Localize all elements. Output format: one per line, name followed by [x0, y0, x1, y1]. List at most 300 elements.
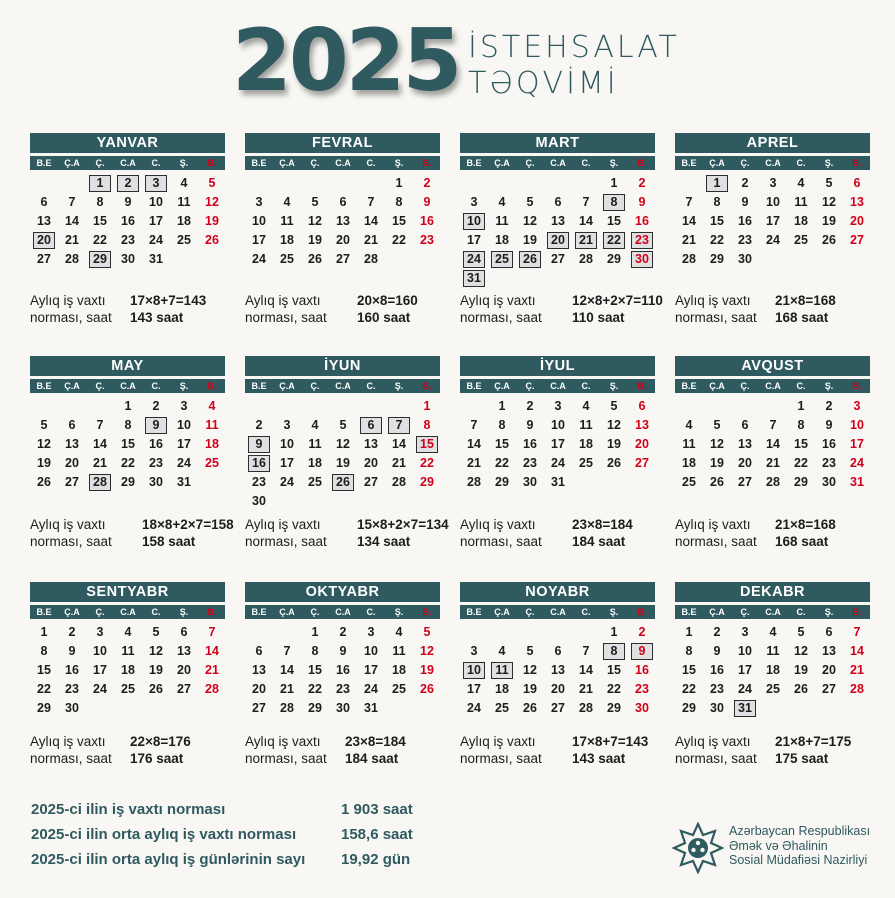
- day-cell: [114, 397, 142, 416]
- day-cell: [815, 416, 843, 435]
- day-cell: [731, 661, 759, 680]
- day-number: 9: [825, 418, 833, 432]
- day-cell: [516, 193, 544, 212]
- day-number: 28: [467, 475, 481, 489]
- day-cell: [516, 416, 544, 435]
- day-number: 19: [710, 456, 724, 470]
- day-cell: [843, 416, 871, 435]
- day-number: 19: [205, 214, 219, 228]
- day-number: 30: [523, 475, 537, 489]
- day-cell: [385, 642, 413, 661]
- day-cell: [385, 454, 413, 473]
- month-name: SENTYABR: [30, 582, 225, 602]
- day-number: 25: [495, 701, 509, 715]
- day-cell: [787, 212, 815, 231]
- day-cell: [703, 642, 731, 661]
- day-cell: [815, 454, 843, 473]
- day-number: 5: [152, 625, 160, 639]
- norm-hours: 175 saat: [775, 751, 829, 766]
- day-cell: [600, 212, 628, 231]
- norm-label: Aylıq iş vaxtı: [460, 293, 536, 308]
- weekday-label: Ç.A: [709, 158, 725, 168]
- day-cell: [301, 454, 329, 473]
- empty-cell: [30, 174, 58, 193]
- day-number: 27: [551, 701, 565, 715]
- day-cell: [170, 416, 198, 435]
- day-number: 9: [713, 644, 721, 658]
- weekday-header: [245, 379, 440, 393]
- day-cell: [675, 416, 703, 435]
- day-number: 28: [65, 252, 79, 266]
- day-cell: [544, 699, 572, 718]
- weekday-header: [460, 379, 655, 393]
- day-cell: [544, 250, 572, 269]
- norm-label: norması, saat: [460, 310, 542, 325]
- day-cell: [30, 454, 58, 473]
- day-number: 3: [152, 176, 160, 190]
- norm-label: norması, saat: [30, 534, 112, 549]
- day-cell: [460, 454, 488, 473]
- day-cell: [58, 699, 86, 718]
- day-number: 26: [794, 682, 808, 696]
- day-cell: [114, 623, 142, 642]
- day-number: 24: [738, 682, 752, 696]
- day-number: 7: [96, 418, 104, 432]
- day-number: 21: [766, 456, 780, 470]
- day-cell: [675, 193, 703, 212]
- day-number: 21: [850, 663, 864, 677]
- day-cell: [460, 193, 488, 212]
- day-cell: [170, 680, 198, 699]
- day-cell: [86, 193, 114, 212]
- day-number: 28: [579, 252, 593, 266]
- day-cell: [460, 473, 488, 492]
- day-number: 28: [682, 252, 696, 266]
- day-cell: [86, 231, 114, 250]
- weekday-label: C.A: [335, 607, 351, 617]
- day-number: 25: [495, 252, 509, 266]
- day-number: 11: [579, 418, 593, 432]
- day-number: 16: [121, 214, 135, 228]
- day-cell: [843, 642, 871, 661]
- day-number: 14: [579, 214, 593, 228]
- day-number: 20: [551, 233, 565, 247]
- day-number: 18: [205, 437, 219, 451]
- day-number: 13: [822, 644, 836, 658]
- weekday-label: B.: [637, 158, 647, 168]
- day-number: 12: [420, 644, 434, 658]
- empty-cell: [703, 397, 731, 416]
- empty-cell: [245, 174, 273, 193]
- day-cell: [198, 416, 226, 435]
- weekday-label: B.: [422, 607, 432, 617]
- day-number: 23: [822, 456, 836, 470]
- day-cell: [142, 680, 170, 699]
- day-number: 1: [40, 625, 48, 639]
- day-number: 7: [853, 625, 861, 639]
- day-number: 16: [738, 214, 752, 228]
- day-number: 5: [713, 418, 721, 432]
- weekday-label: Ç.A: [279, 158, 295, 168]
- day-number: 19: [607, 437, 621, 451]
- day-cell: [86, 435, 114, 454]
- weekday-label: C.: [796, 381, 806, 391]
- day-number: 14: [850, 644, 864, 658]
- weekday-label: C.: [581, 607, 591, 617]
- day-number: 20: [65, 456, 79, 470]
- day-number: 11: [205, 418, 219, 432]
- day-cell: [198, 193, 226, 212]
- day-cell: [703, 699, 731, 718]
- day-number: 8: [311, 644, 319, 658]
- day-number: 21: [364, 233, 378, 247]
- day-number: 22: [121, 456, 135, 470]
- holiday-day-cell: [488, 250, 516, 269]
- day-cell: [628, 174, 656, 193]
- day-number: 12: [822, 195, 836, 209]
- month-name: FEVRAL: [245, 133, 440, 153]
- day-number: 17: [177, 437, 191, 451]
- day-number: 13: [738, 437, 752, 451]
- month-norm: [675, 516, 870, 552]
- day-number: 16: [149, 437, 163, 451]
- day-number: 21: [392, 456, 406, 470]
- day-cell: [142, 212, 170, 231]
- day-cell: [301, 435, 329, 454]
- day-number: 13: [252, 663, 266, 677]
- empty-cell: [460, 623, 488, 642]
- day-number: 26: [523, 701, 537, 715]
- day-number: 20: [336, 233, 350, 247]
- day-cell: [600, 435, 628, 454]
- day-cell: [86, 680, 114, 699]
- month-name: YANVAR: [30, 133, 225, 153]
- day-number: 21: [579, 233, 593, 247]
- day-cell: [460, 642, 488, 661]
- day-cell: [357, 231, 385, 250]
- day-cell: [329, 699, 357, 718]
- weekday-label: Ç.: [525, 158, 535, 168]
- day-number: 11: [495, 214, 509, 228]
- day-cell: [787, 397, 815, 416]
- day-number: 5: [339, 418, 347, 432]
- day-number: 2: [638, 176, 646, 190]
- day-number: 10: [149, 195, 163, 209]
- weekday-label: B.: [852, 381, 862, 391]
- day-number: 19: [37, 456, 51, 470]
- empty-cell: [544, 174, 572, 193]
- day-cell: [385, 174, 413, 193]
- weekday-label: Ç.A: [709, 607, 725, 617]
- day-cell: [759, 435, 787, 454]
- day-number: 14: [467, 437, 481, 451]
- day-cell: [600, 680, 628, 699]
- holiday-day-cell: [516, 250, 544, 269]
- day-cell: [815, 212, 843, 231]
- day-number: 8: [96, 195, 104, 209]
- day-number: 9: [255, 437, 263, 451]
- day-cell: [516, 699, 544, 718]
- weekday-header: [460, 156, 655, 170]
- weekday-label: C.: [151, 158, 161, 168]
- day-cell: [357, 212, 385, 231]
- day-cell: [170, 661, 198, 680]
- weekday-label: C.A: [120, 607, 136, 617]
- norm-formula: 21×8=168: [775, 517, 836, 532]
- holiday-day-cell: [245, 454, 273, 473]
- norm-hours: 110 saat: [572, 310, 625, 325]
- day-cell: [58, 642, 86, 661]
- day-cell: [787, 174, 815, 193]
- norm-formula: 17×8+7=143: [130, 293, 207, 308]
- empty-cell: [58, 397, 86, 416]
- month-name: MAY: [30, 356, 225, 376]
- day-cell: [329, 680, 357, 699]
- day-cell: [245, 231, 273, 250]
- day-cell: [815, 642, 843, 661]
- weekday-label: C.: [366, 381, 376, 391]
- weekday-label: B.E: [466, 158, 482, 168]
- day-cell: [198, 435, 226, 454]
- day-number: 10: [551, 418, 565, 432]
- day-number: 22: [710, 233, 724, 247]
- day-number: 23: [121, 233, 135, 247]
- month-block: [245, 133, 440, 269]
- weekday-label: Ç.A: [64, 158, 80, 168]
- day-cell: [329, 416, 357, 435]
- norm-hours: 143 saat: [572, 751, 626, 766]
- day-cell: [357, 661, 385, 680]
- day-grid: [245, 174, 440, 269]
- day-cell: [460, 231, 488, 250]
- day-number: 1: [395, 176, 403, 190]
- day-cell: [516, 680, 544, 699]
- day-number: 22: [420, 456, 434, 470]
- weekday-label: Ç.: [95, 607, 105, 617]
- day-number: 6: [180, 625, 188, 639]
- day-cell: [703, 416, 731, 435]
- day-number: 20: [738, 456, 752, 470]
- weekday-label: Ç.: [310, 381, 320, 391]
- day-cell: [114, 250, 142, 269]
- day-cell: [787, 680, 815, 699]
- day-number: 10: [738, 644, 752, 658]
- day-number: 21: [65, 233, 79, 247]
- day-number: 27: [635, 456, 649, 470]
- day-cell: [460, 416, 488, 435]
- weekday-label: C.: [581, 158, 591, 168]
- day-cell: [600, 623, 628, 642]
- day-cell: [675, 231, 703, 250]
- norm-label: Aylıq iş vaxtı: [245, 517, 321, 532]
- day-cell: [815, 680, 843, 699]
- day-cell: [86, 416, 114, 435]
- norm-label: Aylıq iş vaxtı: [245, 734, 321, 749]
- day-number: 6: [367, 418, 375, 432]
- day-cell: [30, 212, 58, 231]
- day-cell: [843, 623, 871, 642]
- day-number: 15: [495, 437, 509, 451]
- month-norm: [460, 733, 655, 769]
- holiday-day-cell: [460, 250, 488, 269]
- day-cell: [675, 454, 703, 473]
- weekday-label: B.E: [466, 607, 482, 617]
- day-number: 30: [710, 701, 724, 715]
- day-number: 30: [65, 701, 79, 715]
- weekday-label: Ş.: [824, 381, 834, 391]
- day-number: 31: [467, 271, 481, 285]
- day-cell: [488, 231, 516, 250]
- month-norm: [675, 292, 870, 328]
- day-cell: [759, 231, 787, 250]
- day-number: 29: [607, 252, 621, 266]
- weekday-label: B.: [637, 607, 647, 617]
- day-number: 12: [336, 437, 350, 451]
- norm-formula: 18×8+2×7=158: [142, 517, 234, 532]
- day-grid: [675, 397, 870, 492]
- day-number: 17: [766, 214, 780, 228]
- day-number: 1: [797, 399, 805, 413]
- weekday-label: B.: [207, 607, 217, 617]
- day-cell: [142, 231, 170, 250]
- norm-label: Aylıq iş vaxtı: [675, 734, 751, 749]
- holiday-day-cell: [600, 231, 628, 250]
- weekday-header: [30, 379, 225, 393]
- day-cell: [488, 435, 516, 454]
- day-number: 29: [93, 252, 107, 266]
- month-norm: [460, 292, 663, 328]
- day-number: 2: [68, 625, 76, 639]
- day-cell: [600, 397, 628, 416]
- day-cell: [142, 642, 170, 661]
- day-number: 21: [467, 456, 481, 470]
- day-number: 29: [121, 475, 135, 489]
- day-number: 1: [124, 399, 132, 413]
- day-number: 7: [283, 644, 291, 658]
- day-number: 30: [635, 252, 649, 266]
- weekday-label: B.E: [681, 158, 697, 168]
- day-cell: [413, 231, 441, 250]
- day-number: 10: [177, 418, 191, 432]
- month-block: [460, 582, 655, 718]
- day-cell: [544, 661, 572, 680]
- weekday-label: Ç.: [740, 381, 750, 391]
- day-number: 8: [713, 195, 721, 209]
- day-cell: [731, 174, 759, 193]
- day-cell: [170, 473, 198, 492]
- weekday-label: C.A: [765, 607, 781, 617]
- day-cell: [703, 250, 731, 269]
- day-number: 29: [682, 701, 696, 715]
- day-number: 26: [308, 252, 322, 266]
- month-norm: [30, 516, 234, 552]
- weekday-label: B.E: [681, 381, 697, 391]
- day-number: 21: [205, 663, 219, 677]
- day-cell: [544, 454, 572, 473]
- day-cell: [198, 661, 226, 680]
- day-cell: [675, 623, 703, 642]
- day-number: 30: [121, 252, 135, 266]
- day-grid: [245, 397, 440, 511]
- day-cell: [329, 642, 357, 661]
- norm-label: Aylıq iş vaxtı: [30, 517, 106, 532]
- holiday-day-cell: [600, 642, 628, 661]
- norm-label: Aylıq iş vaxtı: [675, 517, 751, 532]
- summary-label: 2025-ci ilin orta aylıq iş vaxtı norması: [31, 826, 297, 843]
- day-number: 24: [93, 682, 107, 696]
- day-number: 8: [40, 644, 48, 658]
- holiday-day-cell: [86, 174, 114, 193]
- weekday-label: Ş.: [609, 158, 619, 168]
- day-cell: [273, 435, 301, 454]
- day-number: 29: [420, 475, 434, 489]
- day-number: 1: [713, 176, 721, 190]
- day-cell: [843, 193, 871, 212]
- day-number: 27: [850, 233, 864, 247]
- holiday-day-cell: [357, 416, 385, 435]
- day-cell: [544, 435, 572, 454]
- day-cell: [628, 699, 656, 718]
- day-number: 21: [579, 682, 593, 696]
- day-cell: [114, 661, 142, 680]
- day-number: 17: [467, 233, 481, 247]
- day-cell: [114, 473, 142, 492]
- weekday-label: Ş.: [179, 158, 189, 168]
- norm-label: norması, saat: [675, 310, 757, 325]
- day-number: 3: [741, 625, 749, 639]
- day-cell: [385, 680, 413, 699]
- day-number: 23: [420, 233, 434, 247]
- weekday-label: C.A: [120, 381, 136, 391]
- day-cell: [114, 212, 142, 231]
- day-number: 31: [177, 475, 191, 489]
- weekday-label: B.E: [466, 381, 482, 391]
- day-number: 13: [635, 418, 649, 432]
- norm-formula: 20×8=160: [357, 293, 418, 308]
- holiday-day-cell: [413, 435, 441, 454]
- day-cell: [114, 454, 142, 473]
- day-number: 18: [280, 233, 294, 247]
- ministry-line-3: Sosial Müdafiəsi Nazirliyi: [729, 853, 868, 867]
- weekday-label: C.: [366, 607, 376, 617]
- day-number: 5: [526, 644, 534, 658]
- day-cell: [843, 397, 871, 416]
- norm-hours: 134 saat: [357, 534, 411, 549]
- day-cell: [30, 699, 58, 718]
- day-number: 23: [738, 233, 752, 247]
- day-cell: [198, 642, 226, 661]
- day-cell: [488, 397, 516, 416]
- day-number: 1: [498, 399, 506, 413]
- day-number: 27: [336, 252, 350, 266]
- title-line-1: İSTEHSALAT: [468, 30, 680, 65]
- day-cell: [628, 661, 656, 680]
- day-number: 15: [392, 214, 406, 228]
- norm-label: Aylıq iş vaxtı: [245, 293, 321, 308]
- day-number: 1: [311, 625, 319, 639]
- day-number: 13: [551, 663, 565, 677]
- day-number: 15: [607, 663, 621, 677]
- empty-cell: [245, 397, 273, 416]
- norm-formula: 12×8+2×7=110: [572, 293, 663, 308]
- day-number: 12: [149, 644, 163, 658]
- day-number: 16: [523, 437, 537, 451]
- weekday-label: Ş.: [394, 158, 404, 168]
- day-number: 3: [470, 644, 478, 658]
- day-cell: [843, 231, 871, 250]
- day-number: 15: [682, 663, 696, 677]
- day-number: 18: [121, 663, 135, 677]
